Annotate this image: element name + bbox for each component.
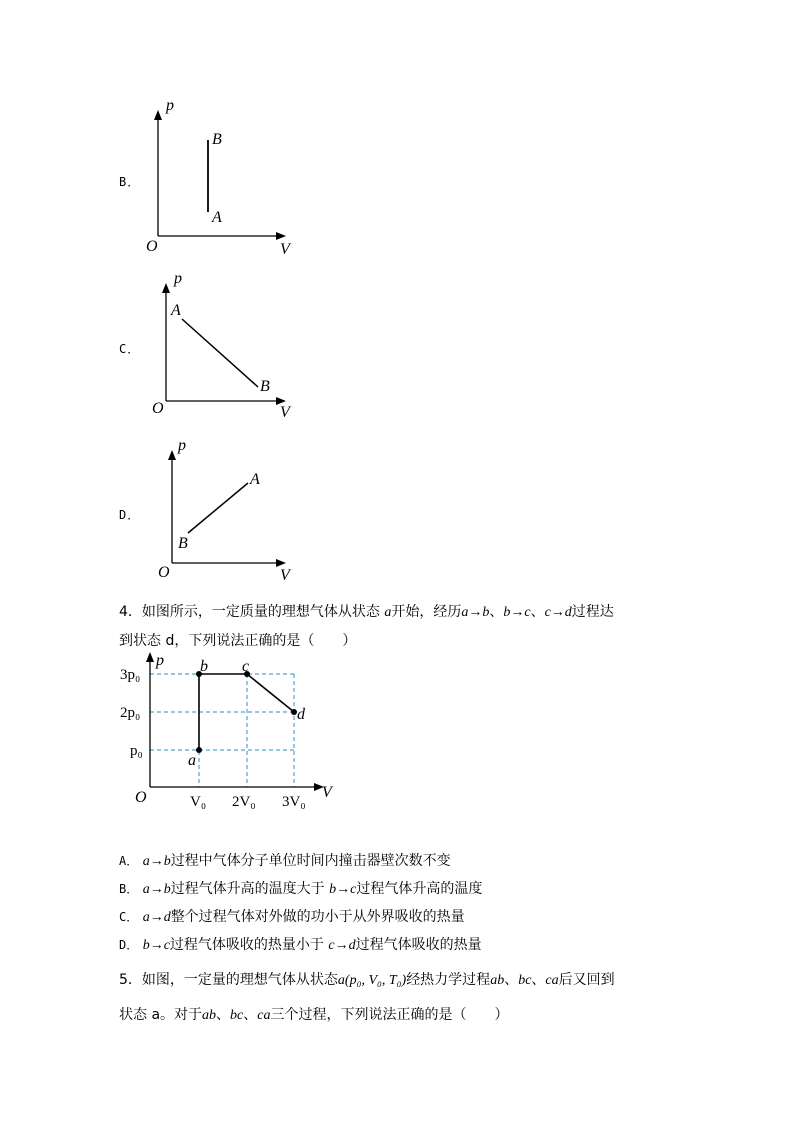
q4-sep: 、 <box>489 604 504 620</box>
y-tick-p0: p₀ <box>130 743 143 759</box>
point-a <box>196 747 202 753</box>
q4-stem-line2: 到状态 d，下列说法正确的是（ ） <box>119 633 357 649</box>
p-axis-arrow <box>154 110 162 120</box>
option-process: a→b <box>142 854 171 869</box>
q5-sep: 、 <box>504 972 519 988</box>
q5-process: bc <box>230 1008 244 1023</box>
q5-text: 5．如图，一定量的理想气体从状态 <box>119 972 338 988</box>
q4-option-a <box>119 850 451 870</box>
graph-d <box>130 432 310 590</box>
q5-text: 状态 a。对于 <box>119 1007 203 1023</box>
label-d: d <box>297 706 305 723</box>
p-axis-arrow <box>168 450 176 460</box>
v-axis-label: V <box>280 404 290 421</box>
q5-stem-line1 <box>119 969 615 989</box>
point-lower-label: B <box>260 378 270 395</box>
label-c: c <box>242 658 250 675</box>
q5-stem-line2 <box>119 1004 508 1024</box>
q4-stem-line1 <box>119 601 614 621</box>
point-upper-label: A <box>171 302 181 319</box>
q4-text: 开始，经历 <box>391 604 462 620</box>
q5-process: ca <box>545 973 559 988</box>
option-process: c→d <box>328 938 356 953</box>
option-text: 过程气体吸收的热量小于 <box>169 937 324 953</box>
origin-label: O <box>146 238 158 255</box>
q4-text: 4．如图所示，一定质量的理想气体从状态 <box>119 604 380 620</box>
v-axis-label: V <box>280 567 290 584</box>
p-axis-label: p <box>178 437 186 454</box>
q4-sep: 、 <box>530 604 545 620</box>
p-axis-arrow <box>162 283 170 293</box>
q5-process: ca <box>257 1008 271 1023</box>
q5-text: 后又回到 <box>558 972 615 988</box>
p-axis-arrow <box>146 652 154 662</box>
option-letter: C． <box>119 910 139 924</box>
q5-sep: 、 <box>216 1007 231 1023</box>
process-line <box>182 319 258 387</box>
q4-option-c <box>119 906 465 926</box>
option-text: 过程气体升高的温度大于 <box>170 881 325 897</box>
q4-text: 过程达 <box>571 604 614 620</box>
option-process: b→c <box>142 938 170 953</box>
p-axis-label: p <box>166 97 174 114</box>
origin-label: O <box>135 789 147 806</box>
origin-label: O <box>152 400 164 417</box>
y-tick-2p0: 2p₀ <box>120 705 141 721</box>
label-b: b <box>200 658 208 675</box>
graph-b <box>130 90 310 260</box>
point-lower-label: B <box>178 535 188 552</box>
p-axis-label: p <box>174 270 182 287</box>
point-lower-label: A <box>212 209 222 226</box>
option-letter: A． <box>119 854 139 868</box>
q5-text: 经热力学过程 <box>406 972 491 988</box>
q4-pv-diagram <box>118 650 348 810</box>
q4-process: a→b <box>461 605 490 620</box>
v-axis-label: V <box>322 784 332 801</box>
option-c-label: C． <box>119 342 141 356</box>
v-axis-arrow <box>276 559 286 567</box>
x-tick-3v0: 3V₀ <box>282 794 306 810</box>
q5-state: a(p₀, V₀, T₀) <box>337 973 407 988</box>
option-letter: B． <box>119 882 139 896</box>
origin-label: O <box>158 564 170 581</box>
process-line <box>188 483 248 533</box>
option-text: 过程中气体分子单位时间内撞击器壁次数不变 <box>170 853 451 869</box>
x-tick-2v0: 2V₀ <box>232 794 256 810</box>
v-axis-label: V <box>280 241 290 258</box>
q5-sep: 、 <box>531 972 546 988</box>
option-text: 过程气体升高的温度 <box>356 881 483 897</box>
q4-option-b <box>119 878 482 898</box>
q4-process: c→d <box>544 605 572 620</box>
option-text: 过程气体吸收的热量 <box>355 937 482 953</box>
point-upper-label: A <box>250 471 260 488</box>
option-process: b→c <box>329 882 357 897</box>
q5-process: ab <box>490 973 505 988</box>
option-process: a→d <box>142 910 171 925</box>
q4-state-a: a <box>384 605 392 620</box>
grid-lines <box>150 674 294 787</box>
q5-sep: 、 <box>243 1007 258 1023</box>
option-text: 整个过程气体对外做的功小于从外界吸收的热量 <box>170 909 465 925</box>
q5-process: bc <box>518 973 532 988</box>
option-d-label: D． <box>119 508 141 522</box>
y-tick-3p0: 3p₀ <box>120 667 141 683</box>
option-b-label: B． <box>119 175 141 189</box>
q5-process: ab <box>202 1008 217 1023</box>
q5-text: 三个过程，下列说法正确的是（ ） <box>270 1007 509 1023</box>
graph-c <box>130 265 310 425</box>
q4-option-d <box>119 934 482 954</box>
v-axis-arrow <box>276 232 286 240</box>
p-axis-label: p <box>156 652 164 669</box>
point-upper-label: B <box>212 131 222 148</box>
label-a: a <box>188 752 196 769</box>
x-tick-v0: V₀ <box>190 794 207 810</box>
option-letter: D． <box>119 938 139 952</box>
option-process: a→b <box>142 882 171 897</box>
q4-process: b→c <box>503 605 531 620</box>
